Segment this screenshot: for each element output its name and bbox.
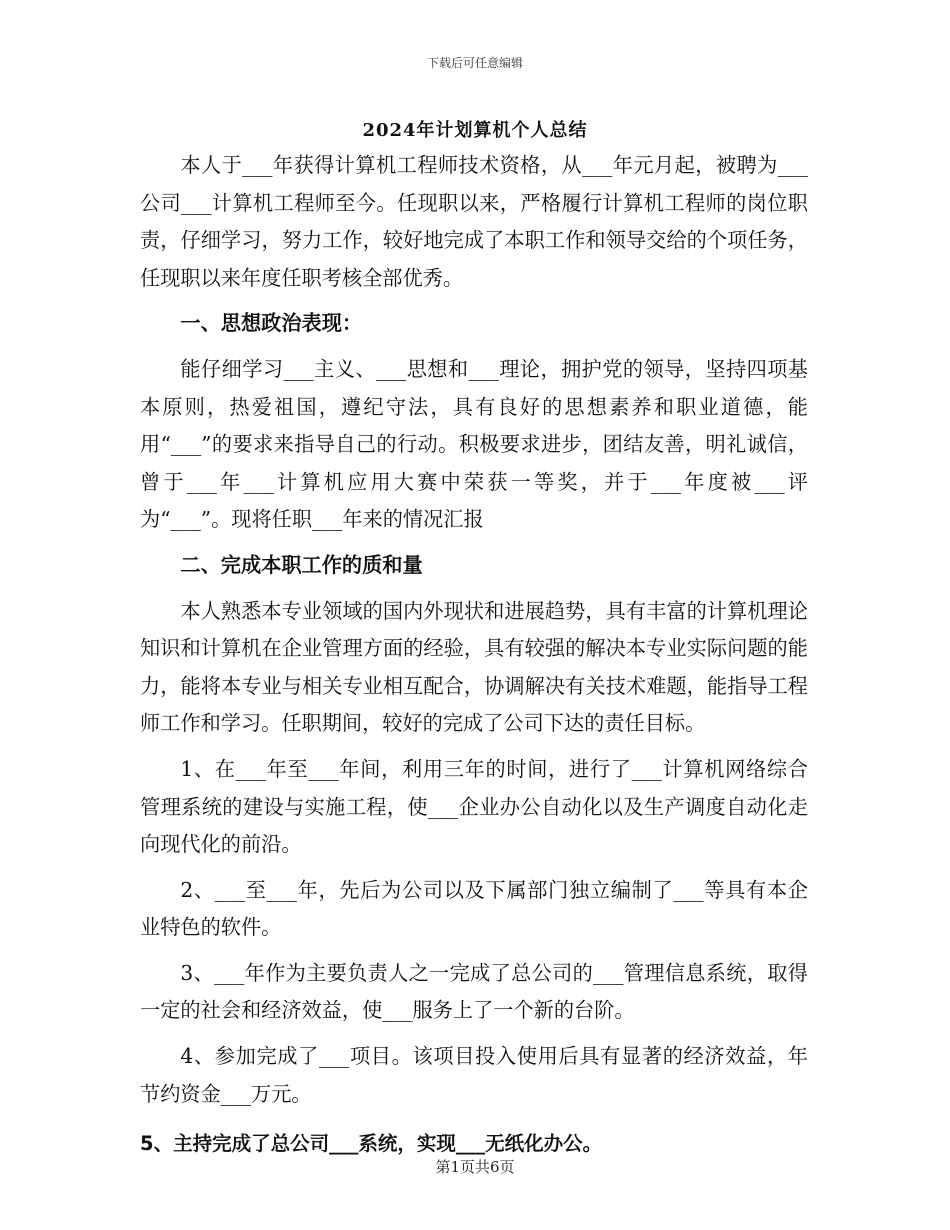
document-title: 2024年计划算机个人总结 bbox=[362, 120, 588, 141]
list-item-5: 5、主持完成了总公司___系统，实现___无纸化办公。 bbox=[140, 1132, 603, 1156]
section-heading-work: 二、完成本职工作的质和量 bbox=[180, 552, 423, 577]
page-header-note: 下载后可任意编辑 bbox=[426, 56, 523, 70]
paragraph-work: 本人熟悉本专业领域的国内外现状和进展趋势，具有丰富的计算机理论知识和计算机在企业管理方面的经验，具有较强的解决本专业实际问题的能力，能将本专业与相关专业相互配合，协调解决有关技术难题，能指导工程师工作和学习。任职期间，较好的完成了公司下达的责任目标。 bbox=[140, 598, 808, 736]
paragraph-intro: 本人于___年获得计算机工程师技术资格，从___年元月起，被聘为___公司___计算机工程师至今。任现职以来，严格履行计算机工程师的岗位职责，仔细学习，努力工作，较好地完成了本职工作和领导交给的个项任务，任现职以来年度任职考核全部优秀。 bbox=[140, 153, 808, 290]
paragraph-political: 能仔细学习___主义、___思想和___理论，拥护党的领导，坚持四项基本原则，热爱祖国，遵纪守法，具有良好的思想素养和职业道德，能用“___”的要求来指导自己的行动。积极要求进步，团结友善，明礼诚信，曾于___年___计算机应用大赛中荣获一等奖，并于___年度被___评为“___”。现将任职___年来的情况汇报 bbox=[140, 356, 808, 532]
document-body bbox=[140, 147, 808, 1163]
list-item-2: 2、___至___年，先后为公司以及下属部门独立编制了___等具有本企业特色的软件。 bbox=[140, 877, 808, 940]
page-number: 第1页共6页 bbox=[435, 1158, 515, 1176]
section-heading-political: 一、思想政治表现： bbox=[180, 311, 363, 336]
list-item-3: 3、___年作为主要负责人之一完成了总公司的___管理信息系统，取得一定的社会和经济效益，使___服务上了一个新的台阶。 bbox=[140, 960, 808, 1023]
list-item-1: 1、在___年至___年间，利用三年的时间，进行了___计算机网络综合管理系统的建设与实施工程，使___企业办公自动化以及生产调度自动化走向现代化的前沿。 bbox=[140, 756, 808, 857]
list-item-4: 4、参加完成了___项目。该项目投入使用后具有显著的经济效益，年节约资金___万元。 bbox=[140, 1044, 808, 1106]
